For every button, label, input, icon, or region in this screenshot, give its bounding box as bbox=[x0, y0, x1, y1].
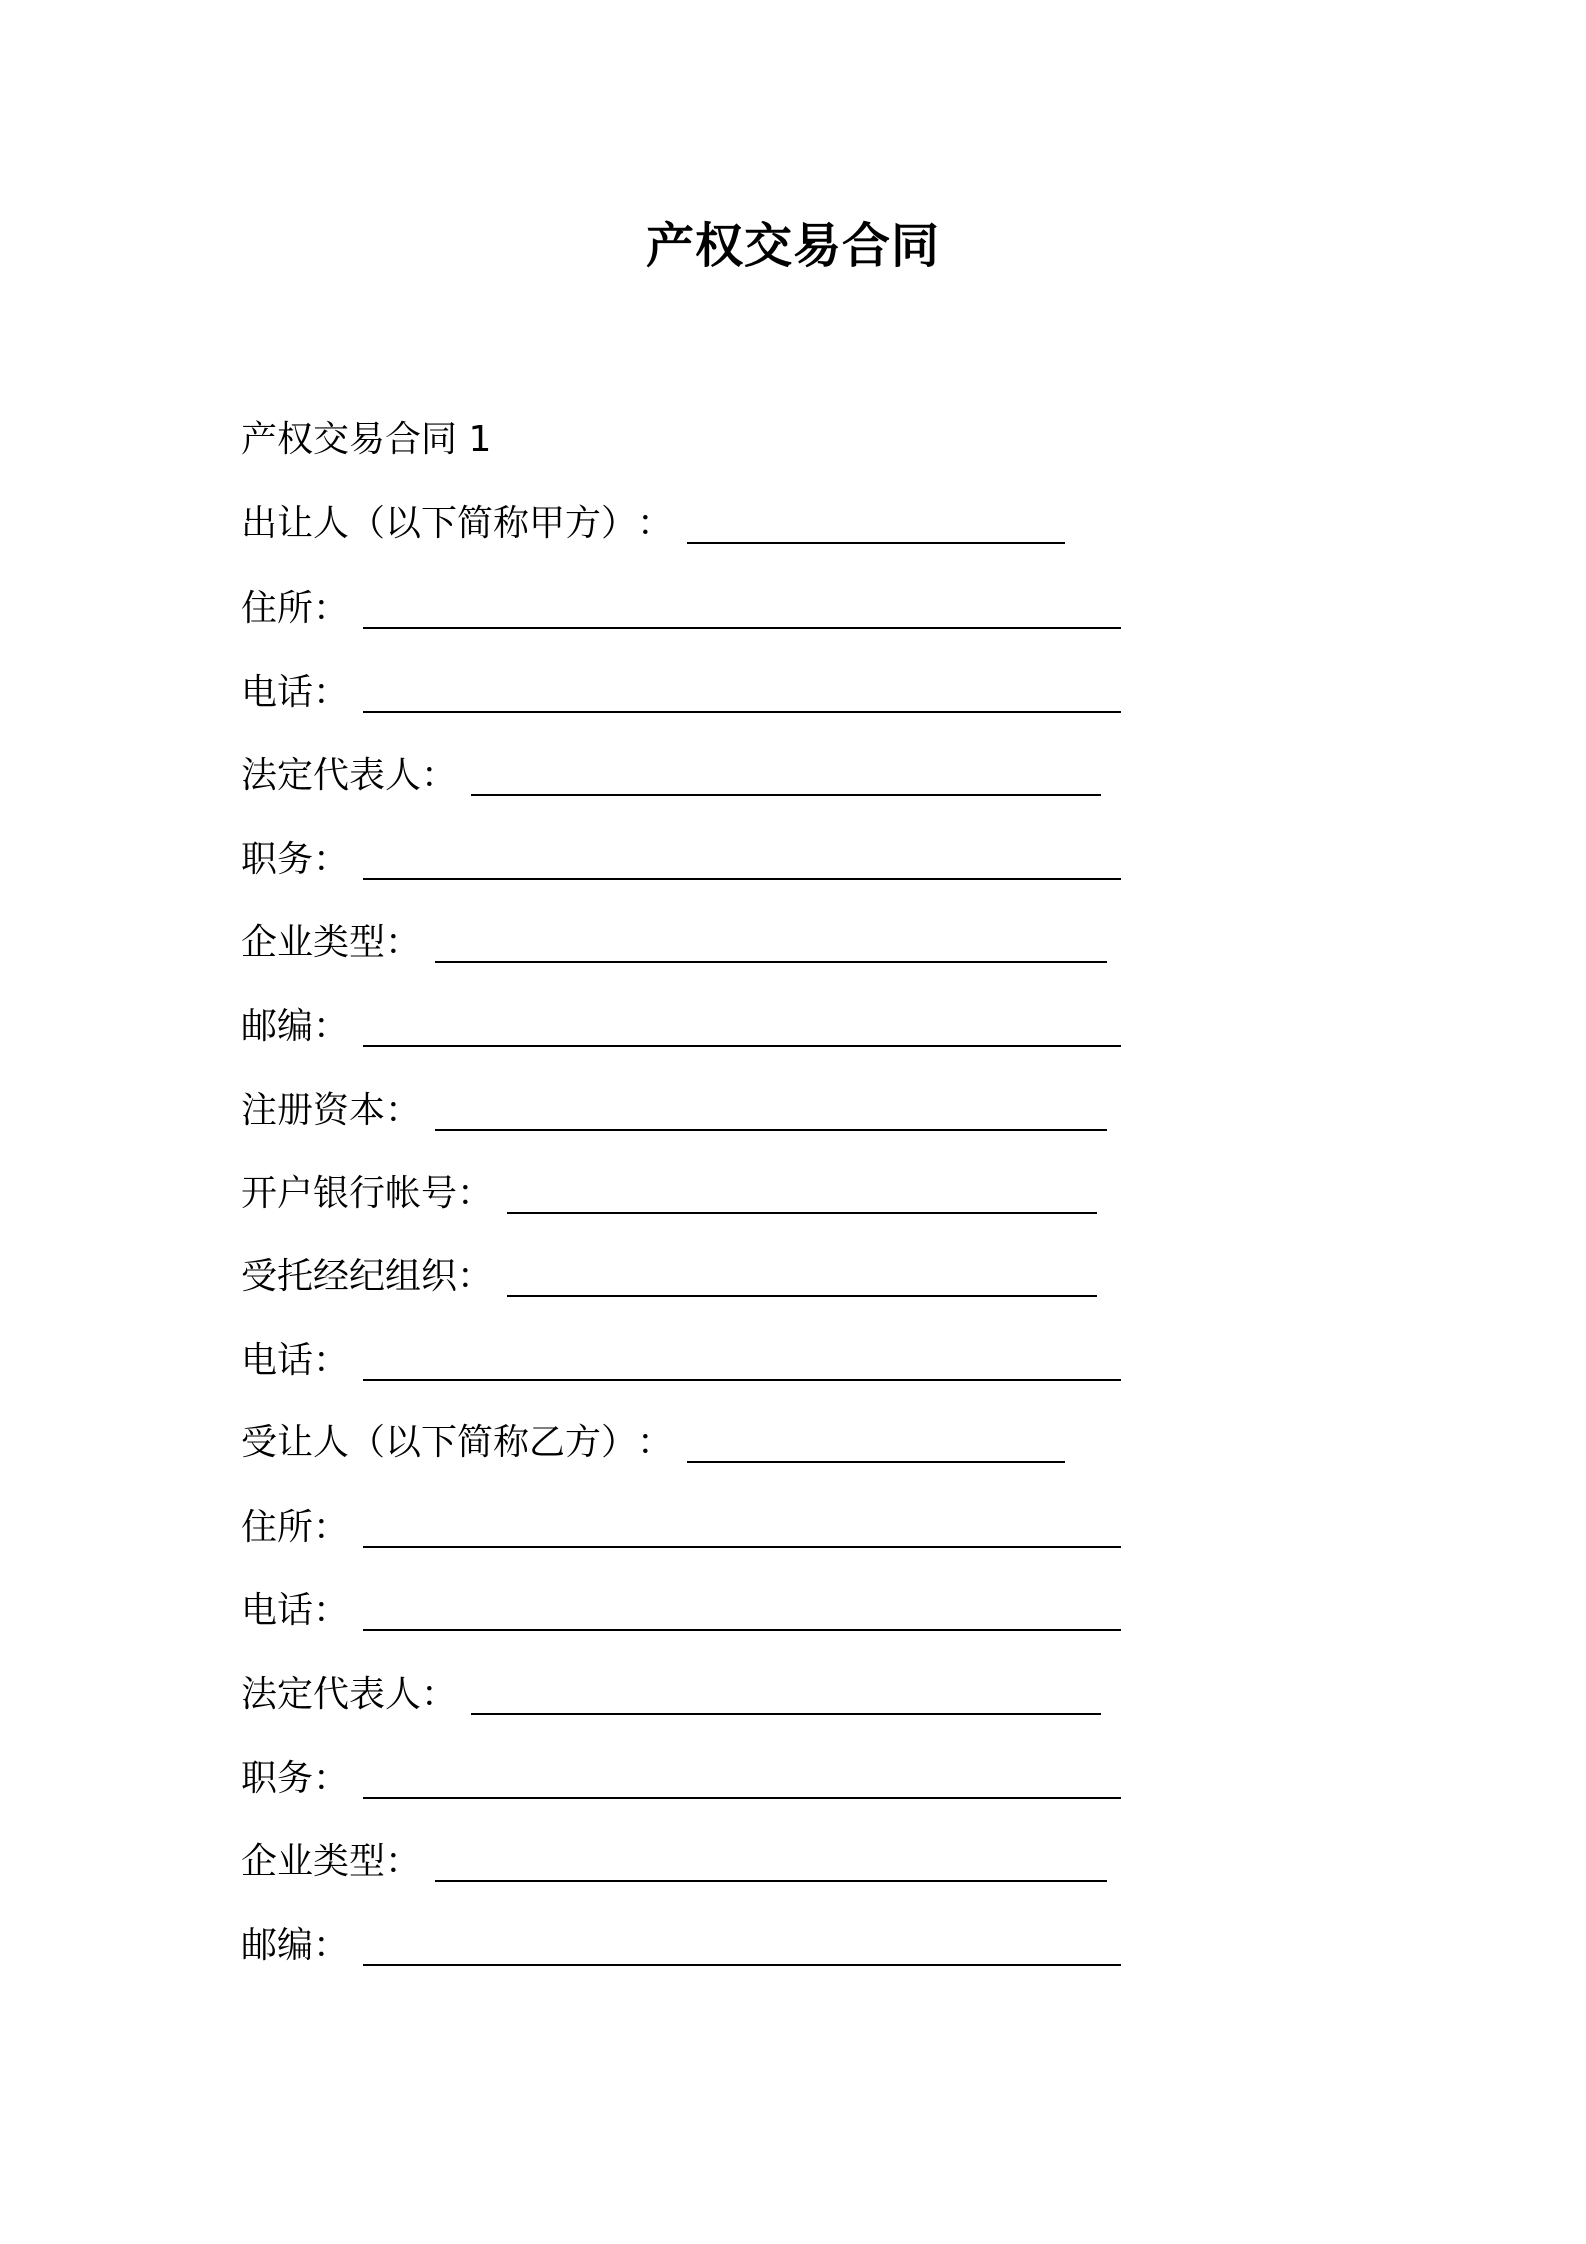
field-label: 住所 bbox=[241, 1507, 314, 1548]
field-label: 法定代表人 bbox=[241, 1674, 422, 1715]
field-label: 注册资本 bbox=[241, 1090, 386, 1131]
field-label: 受托经纪组织 bbox=[241, 1256, 458, 1297]
field-colon: ： bbox=[385, 1090, 422, 1131]
field-colon: ： bbox=[313, 839, 350, 880]
fill-in-blank[interactable] bbox=[687, 506, 1065, 544]
field-transferor-bank-account bbox=[241, 1166, 1097, 1218]
field-colon: ： bbox=[313, 1006, 350, 1047]
field-transferee-postcode bbox=[241, 1918, 1121, 1970]
field-label: 电话 bbox=[241, 1340, 314, 1381]
field-colon: ： bbox=[457, 1256, 494, 1297]
field-transferor bbox=[241, 496, 1065, 548]
fill-in-blank[interactable] bbox=[363, 1343, 1121, 1381]
document-title: 产权交易合同 bbox=[645, 218, 940, 274]
fill-in-blank[interactable] bbox=[687, 1425, 1065, 1463]
field-label: 企业类型 bbox=[241, 922, 386, 963]
fill-in-blank[interactable] bbox=[363, 1928, 1121, 1966]
field-label: 电话 bbox=[241, 1590, 314, 1631]
fill-in-blank[interactable] bbox=[363, 842, 1121, 880]
field-colon: ： bbox=[313, 1758, 350, 1799]
field-transferor-phone bbox=[241, 665, 1121, 717]
field-colon: ： bbox=[313, 1590, 350, 1631]
field-label: 电话 bbox=[241, 672, 314, 713]
field-transferee-address bbox=[241, 1500, 1121, 1552]
field-label: 受让人（以下简称乙方） bbox=[241, 1422, 638, 1463]
field-colon: ： bbox=[637, 1422, 674, 1463]
field-transferor-legal-rep bbox=[241, 748, 1101, 800]
field-transferee-position bbox=[241, 1751, 1121, 1803]
fill-in-blank[interactable] bbox=[471, 1677, 1101, 1715]
fill-in-blank[interactable] bbox=[435, 925, 1107, 963]
field-label: 出让人（以下简称甲方） bbox=[241, 503, 638, 544]
fill-in-blank[interactable] bbox=[507, 1259, 1097, 1297]
field-label: 开户银行帐号 bbox=[241, 1173, 458, 1214]
field-transferor-address bbox=[241, 581, 1121, 633]
field-broker-phone bbox=[241, 1333, 1121, 1385]
field-label: 邮编 bbox=[241, 1925, 314, 1966]
field-transferee-enterprise-type bbox=[241, 1834, 1107, 1886]
field-colon: ： bbox=[313, 1925, 350, 1966]
field-colon: ： bbox=[313, 1340, 350, 1381]
fill-in-blank[interactable] bbox=[363, 675, 1121, 713]
field-colon: ： bbox=[421, 1674, 458, 1715]
field-colon: ： bbox=[313, 1507, 350, 1548]
field-colon: ： bbox=[421, 755, 458, 796]
fill-in-blank[interactable] bbox=[363, 1593, 1121, 1631]
field-label: 职务 bbox=[241, 1758, 314, 1799]
fill-in-blank[interactable] bbox=[363, 1510, 1121, 1548]
field-colon: ： bbox=[637, 503, 674, 544]
field-transferor-enterprise-type bbox=[241, 915, 1107, 967]
fill-in-blank[interactable] bbox=[363, 1761, 1121, 1799]
field-colon: ： bbox=[385, 922, 422, 963]
fill-in-blank[interactable] bbox=[435, 1844, 1107, 1882]
field-colon: ： bbox=[385, 1841, 422, 1882]
fill-in-blank[interactable] bbox=[471, 758, 1101, 796]
field-colon: ： bbox=[313, 672, 350, 713]
field-label: 法定代表人 bbox=[241, 755, 422, 796]
fill-in-blank[interactable] bbox=[363, 591, 1121, 629]
contract-subtitle: 产权交易合同 1 bbox=[241, 419, 492, 460]
field-transferor-postcode bbox=[241, 999, 1121, 1051]
field-transferee-legal-rep bbox=[241, 1667, 1101, 1719]
field-label: 住所 bbox=[241, 588, 314, 629]
field-transferee-phone bbox=[241, 1583, 1121, 1635]
field-colon: ： bbox=[313, 588, 350, 629]
field-colon: ： bbox=[457, 1173, 494, 1214]
field-transferor-broker bbox=[241, 1249, 1097, 1301]
field-label: 企业类型 bbox=[241, 1841, 386, 1882]
field-label: 邮编 bbox=[241, 1006, 314, 1047]
field-label: 职务 bbox=[241, 839, 314, 880]
fill-in-blank[interactable] bbox=[507, 1176, 1097, 1214]
field-transferee bbox=[241, 1415, 1065, 1467]
fill-in-blank[interactable] bbox=[435, 1093, 1107, 1131]
field-transferor-position bbox=[241, 832, 1121, 884]
fill-in-blank[interactable] bbox=[363, 1009, 1121, 1047]
field-transferor-registered-capital bbox=[241, 1083, 1107, 1135]
